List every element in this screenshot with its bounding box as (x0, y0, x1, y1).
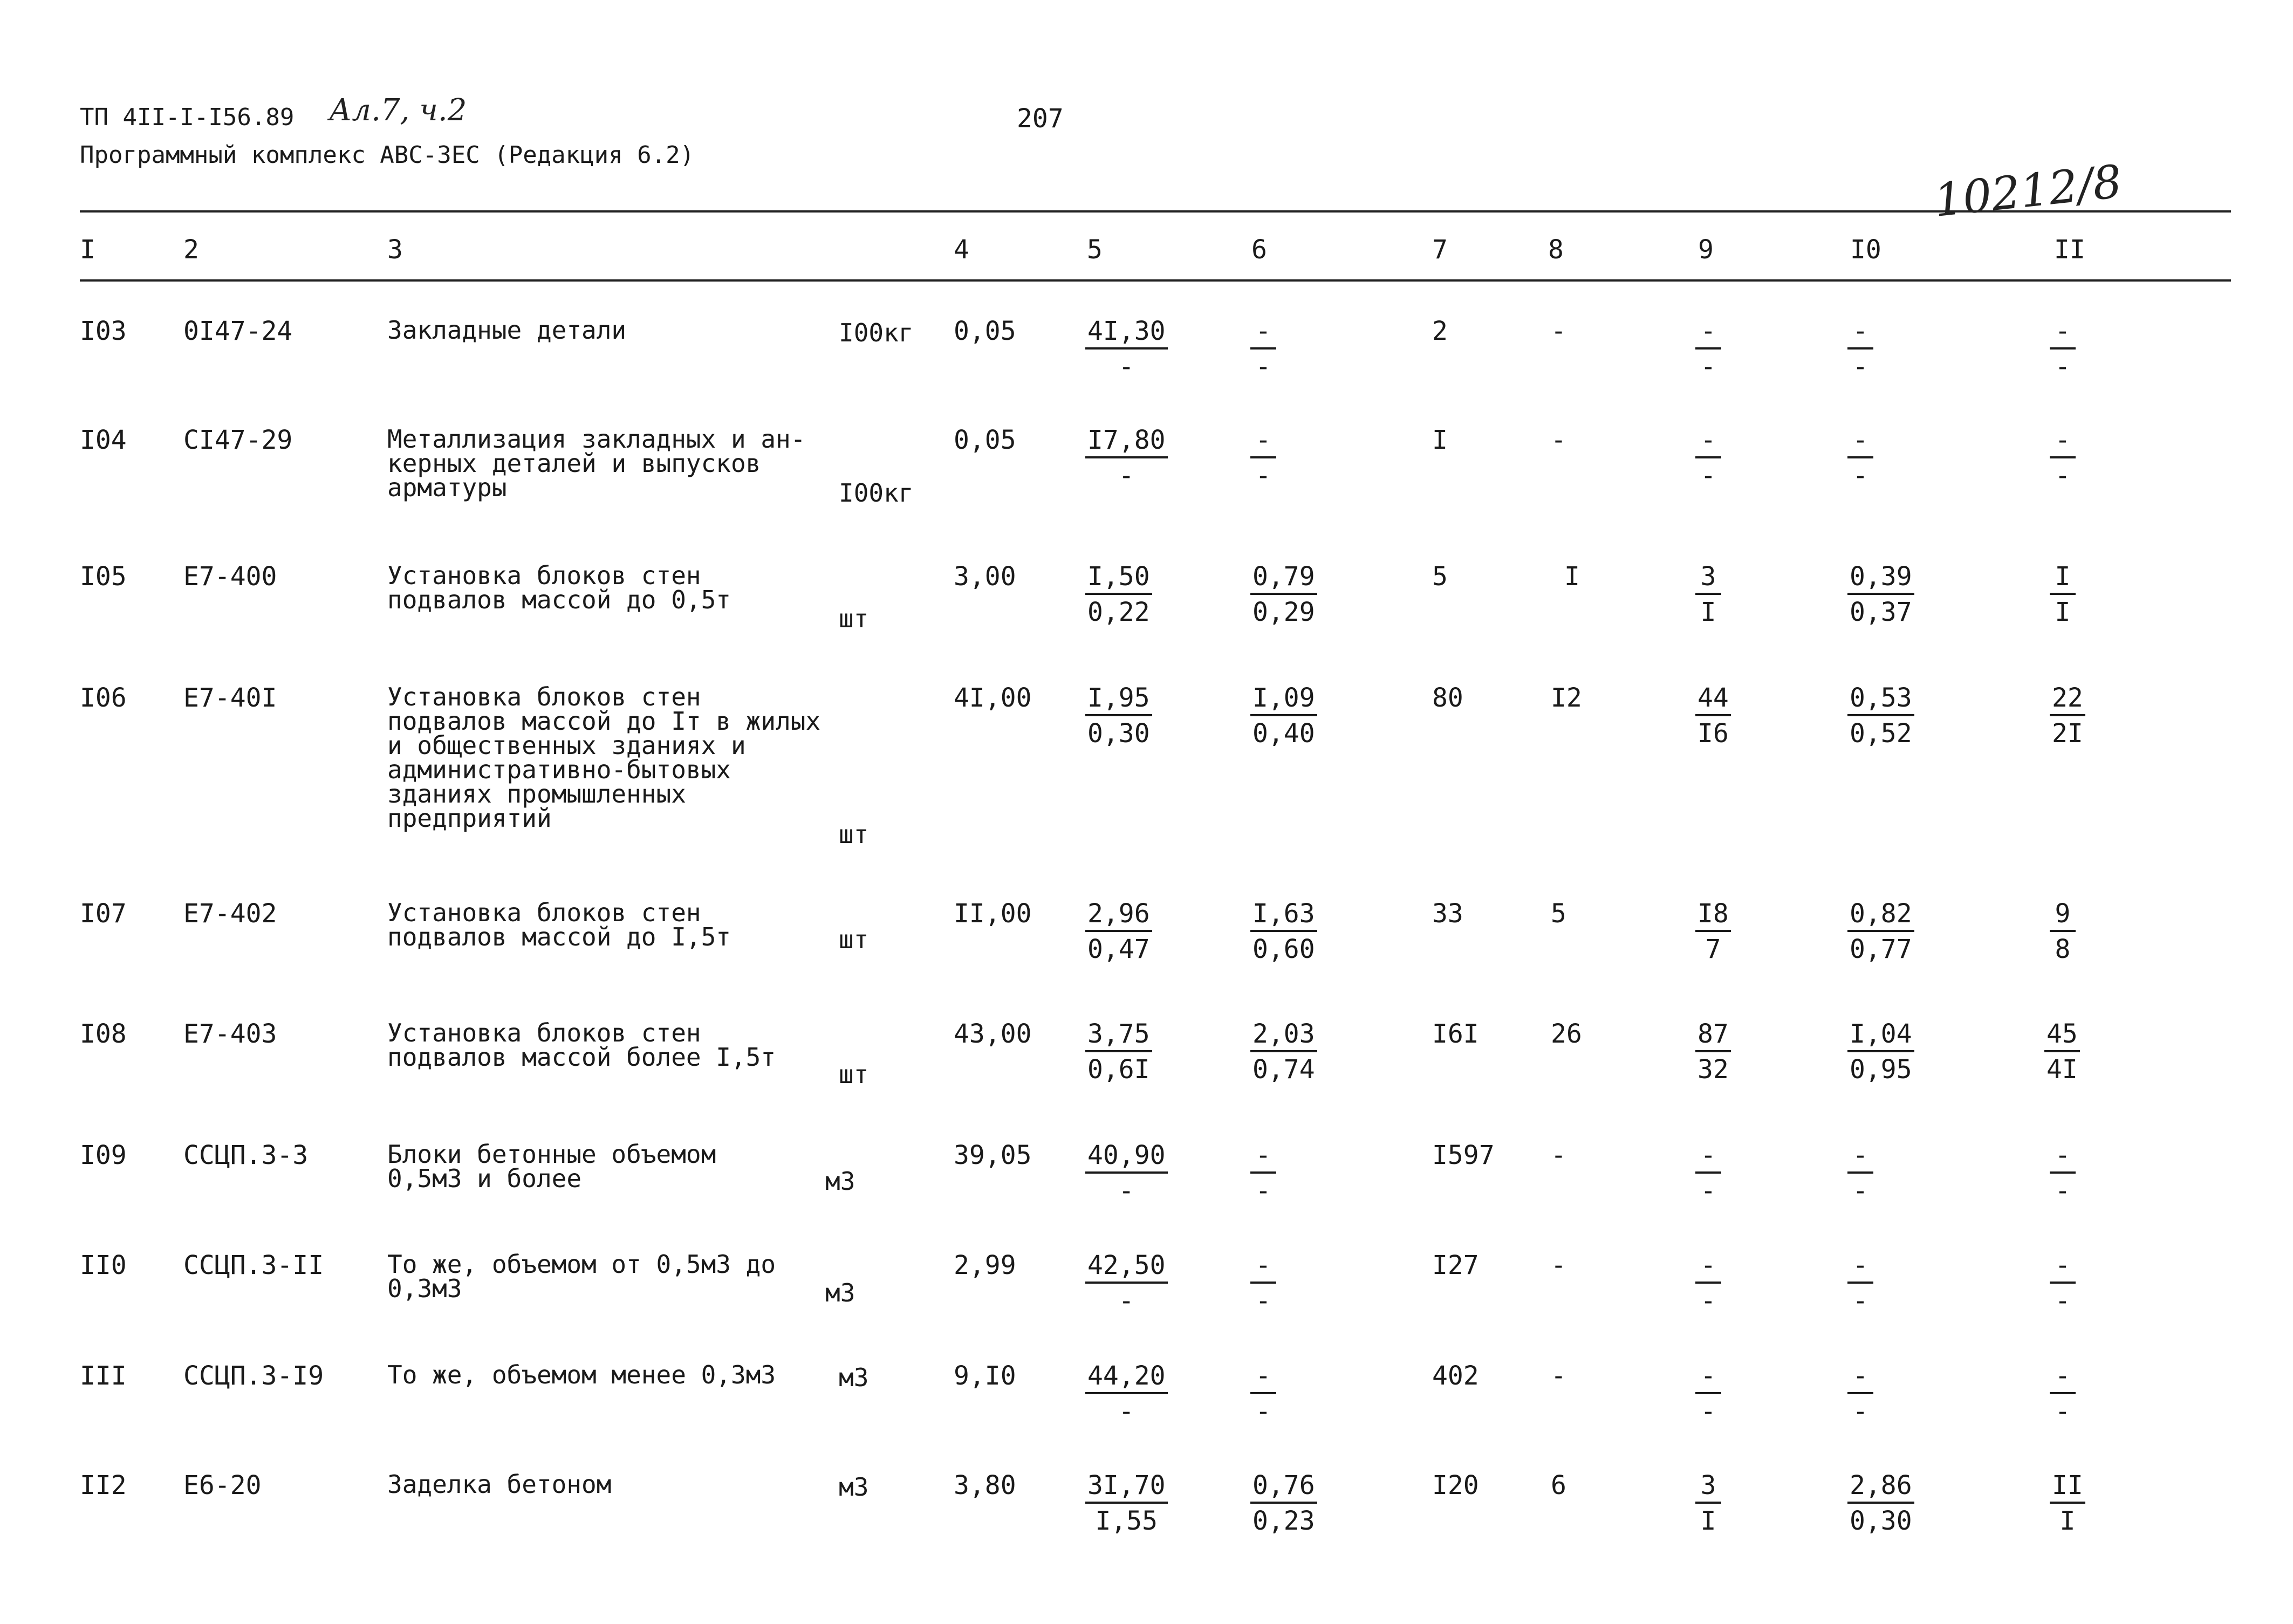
col10-fraction: $\frac{0,53}{0,52}$ (1847, 685, 1914, 746)
col9-fraction: - - (1695, 1363, 1721, 1424)
page-number: 207 (1017, 104, 1064, 134)
row-description: Установка блоков стен подвалов массой до 0,5т (387, 561, 731, 614)
col11-fraction: $\frac{22}{2I}$ (2050, 685, 2085, 746)
col7-value: 2 (1432, 316, 1448, 346)
row-quantity: 3,80 (954, 1470, 1016, 1500)
table-row (0, 1018, 2293, 1129)
col5-fraction: 44,20 - (1085, 1363, 1168, 1424)
handwritten-reference: Ал.7, ч.2 (329, 93, 467, 128)
row-number: I07 (80, 899, 127, 929)
row-unit: шт (839, 925, 869, 954)
row-code: E7-40I (183, 683, 277, 713)
col6-fraction: $\frac{0,76}{0,23}$ (1250, 1472, 1317, 1534)
row-code: ССЦП.3-3 (183, 1140, 309, 1170)
col11-fraction: - - (2050, 1252, 2076, 1314)
col9-fraction: $\frac{87}{32}$ (1695, 1021, 1731, 1082)
col7-value: 5 (1432, 561, 1448, 592)
col11-fraction: $\frac{9}{8}$ (2050, 901, 2076, 962)
col8-value: I (1564, 561, 1580, 592)
col5-fraction: 42,50 - (1085, 1252, 1168, 1314)
col6-fraction: - - (1250, 1252, 1276, 1314)
row-number: I04 (80, 425, 127, 455)
col7-value: I20 (1432, 1470, 1479, 1500)
row-quantity: 43,00 (954, 1019, 1032, 1049)
column-header-7: 7 (1432, 235, 1448, 265)
col8-value: - (1551, 425, 1566, 455)
col8-value: 26 (1551, 1019, 1582, 1049)
row-code: E7-402 (183, 899, 277, 929)
col6-fraction: $\frac{I,63}{0,60}$ (1250, 901, 1317, 962)
row-number: I09 (80, 1140, 127, 1170)
col10-fraction: - - (1847, 1363, 1873, 1424)
col7-value: 33 (1432, 899, 1463, 929)
row-code: E7-403 (183, 1019, 277, 1049)
col6-fraction: - - (1250, 427, 1276, 489)
table-row (0, 1472, 2293, 1580)
column-header-4: 4 (954, 235, 969, 265)
table-row (0, 561, 2293, 671)
row-code: CI47-29 (183, 425, 293, 455)
col10-fraction: $\frac{2,86}{0,30}$ (1847, 1472, 1914, 1534)
col8-value: I2 (1551, 683, 1582, 713)
col9-fraction: $\frac{44}{I6}$ (1695, 685, 1731, 746)
row-quantity: 9,I0 (954, 1361, 1016, 1391)
col11-fraction: - - (2050, 427, 2076, 489)
col6-fraction: $\frac{I,09}{0,40}$ (1250, 685, 1317, 746)
col10-fraction: - - (1847, 1252, 1873, 1314)
col11-fraction: $\frac{I}{I}$ (2050, 564, 2076, 625)
column-header-5: 5 (1087, 235, 1103, 265)
col6-fraction: $\frac{0,79}{0,29}$ (1250, 564, 1317, 625)
col9-fraction: $\frac{3}{I}$ (1695, 1472, 1721, 1534)
row-quantity: 39,05 (954, 1140, 1032, 1170)
col8-value: 6 (1551, 1470, 1566, 1500)
row-unit: м3 (825, 1167, 855, 1196)
row-unit: м3 (825, 1278, 855, 1307)
col7-value: 80 (1432, 683, 1463, 713)
col5-fraction: $\frac{2,96}{0,47}$ (1085, 901, 1152, 962)
row-code: 0I47-24 (183, 316, 293, 346)
col8-value: - (1551, 316, 1566, 346)
column-header-3: 3 (387, 235, 403, 265)
row-code: E6-20 (183, 1470, 262, 1500)
row-number: III (80, 1361, 127, 1391)
header-rule (80, 279, 2231, 282)
doc-code: ТП 4II-I-I56.89 (80, 104, 295, 131)
col6-fraction: - - (1250, 1363, 1276, 1424)
col5-fraction: $\frac{3,75}{0,6I}$ (1085, 1021, 1152, 1082)
col9-fraction: - - (1695, 1252, 1721, 1314)
program-title: Программный комплекс АВС-3ЕС (Редакция 6.2) (80, 141, 695, 169)
col6-fraction: - - (1250, 318, 1276, 380)
table-row (0, 318, 2293, 426)
col5-fraction: 4I,30 - (1085, 318, 1168, 380)
column-header-2: 2 (183, 235, 199, 265)
row-description: Установка блоков стен подвалов массой более I,5т (387, 1018, 776, 1072)
col7-value: I27 (1432, 1250, 1479, 1280)
row-unit: м3 (839, 1472, 869, 1502)
col10-fraction: - - (1847, 1142, 1873, 1204)
row-number: I03 (80, 316, 127, 346)
row-quantity: 4I,00 (954, 683, 1032, 713)
row-quantity: II,00 (954, 899, 1032, 929)
col10-fraction: - - (1847, 427, 1873, 489)
row-description: Металлизация закладных и ан- керных деталей и выпусков арматуры (387, 424, 806, 502)
row-description: То же, объемом от 0,5м3 до 0,3м3 (387, 1250, 776, 1303)
table-row (0, 682, 2293, 849)
row-quantity: 0,05 (954, 316, 1016, 346)
row-description: Установка блоков стен подвалов массой до I,5т (387, 898, 731, 951)
row-code: ССЦП.3-I9 (183, 1361, 324, 1391)
row-unit: I00кг (839, 318, 914, 347)
column-header-9: 9 (1698, 235, 1714, 265)
col11-fraction: $\frac{II}{I}$ (2050, 1472, 2085, 1534)
row-description: Заделка бетоном (387, 1470, 612, 1499)
table-row (0, 1252, 2293, 1360)
row-quantity: 3,00 (954, 561, 1016, 592)
row-quantity: 0,05 (954, 425, 1016, 455)
col5-fraction: I7,80 - (1085, 427, 1168, 489)
row-unit: шт (839, 604, 869, 633)
col7-value: I6I (1432, 1019, 1479, 1049)
table-row (0, 424, 2293, 535)
column-header-1: I (80, 235, 95, 265)
row-number: I08 (80, 1019, 127, 1049)
col7-value: 402 (1432, 1361, 1479, 1391)
handwritten-code: 10212/8 (1931, 155, 2125, 227)
col7-value: I597 (1432, 1140, 1495, 1170)
col5-fraction: 40,90 - (1085, 1142, 1168, 1204)
row-description: Блоки бетонные объемом 0,5м3 и более (387, 1140, 716, 1193)
row-quantity: 2,99 (954, 1250, 1016, 1280)
col10-fraction: $\frac{0,82}{0,77}$ (1847, 901, 1914, 962)
col11-fraction: - - (2050, 1142, 2076, 1204)
row-number: II0 (80, 1250, 127, 1280)
col10-fraction: $\frac{0,39}{0,37}$ (1847, 564, 1914, 625)
col5-fraction: $\frac{3I,70}{I,55}$ (1085, 1472, 1168, 1534)
row-number: II2 (80, 1470, 127, 1500)
col10-fraction: - - (1847, 318, 1873, 380)
col11-fraction: - - (2050, 1363, 2076, 1424)
table-row (0, 1142, 2293, 1250)
row-unit: м3 (839, 1363, 869, 1392)
row-code: ССЦП.3-II (183, 1250, 324, 1280)
col9-fraction: $\frac{I8}{7}$ (1695, 901, 1731, 962)
col9-fraction: - - (1695, 318, 1721, 380)
col6-fraction: - - (1250, 1142, 1276, 1204)
row-unit: шт (839, 820, 869, 849)
row-description: Установка блоков стен подвалов массой до Iт в жилых и общественных зданиях и административно-бытовых зданиях промышленных предприятий (387, 682, 821, 833)
column-header-8: 8 (1548, 235, 1564, 265)
row-unit: шт (839, 1060, 869, 1089)
col8-value: - (1551, 1361, 1566, 1391)
col8-value: 5 (1551, 899, 1566, 929)
column-header-11: II (2054, 235, 2085, 265)
column-header-10: I0 (1850, 235, 1881, 265)
row-unit: I00кг (839, 478, 914, 508)
col11-fraction: - - (2050, 318, 2076, 380)
col11-fraction: $\frac{45}{4I}$ (2044, 1021, 2080, 1082)
row-number: I05 (80, 561, 127, 592)
col6-fraction: $\frac{2,03}{0,74}$ (1250, 1021, 1317, 1082)
col5-fraction: $\frac{I,50}{0,22}$ (1085, 564, 1152, 625)
col10-fraction: $\frac{I,04}{0,95}$ (1847, 1021, 1914, 1082)
col8-value: - (1551, 1250, 1566, 1280)
table-row (0, 898, 2293, 1009)
row-number: I06 (80, 683, 127, 713)
table-row (0, 1360, 2293, 1471)
row-code: E7-400 (183, 561, 277, 592)
col9-fraction: - - (1695, 427, 1721, 489)
column-header-6: 6 (1251, 235, 1267, 265)
row-description: Закладные детали (387, 316, 627, 345)
col7-value: I (1432, 425, 1448, 455)
col9-fraction: $\frac{3}{I}$ (1695, 564, 1721, 625)
col9-fraction: - - (1695, 1142, 1721, 1204)
top-rule (80, 210, 2231, 213)
col8-value: - (1551, 1140, 1566, 1170)
col5-fraction: $\frac{I,95}{0,30}$ (1085, 685, 1152, 746)
row-description: То же, объемом менее 0,3м3 (387, 1360, 776, 1389)
